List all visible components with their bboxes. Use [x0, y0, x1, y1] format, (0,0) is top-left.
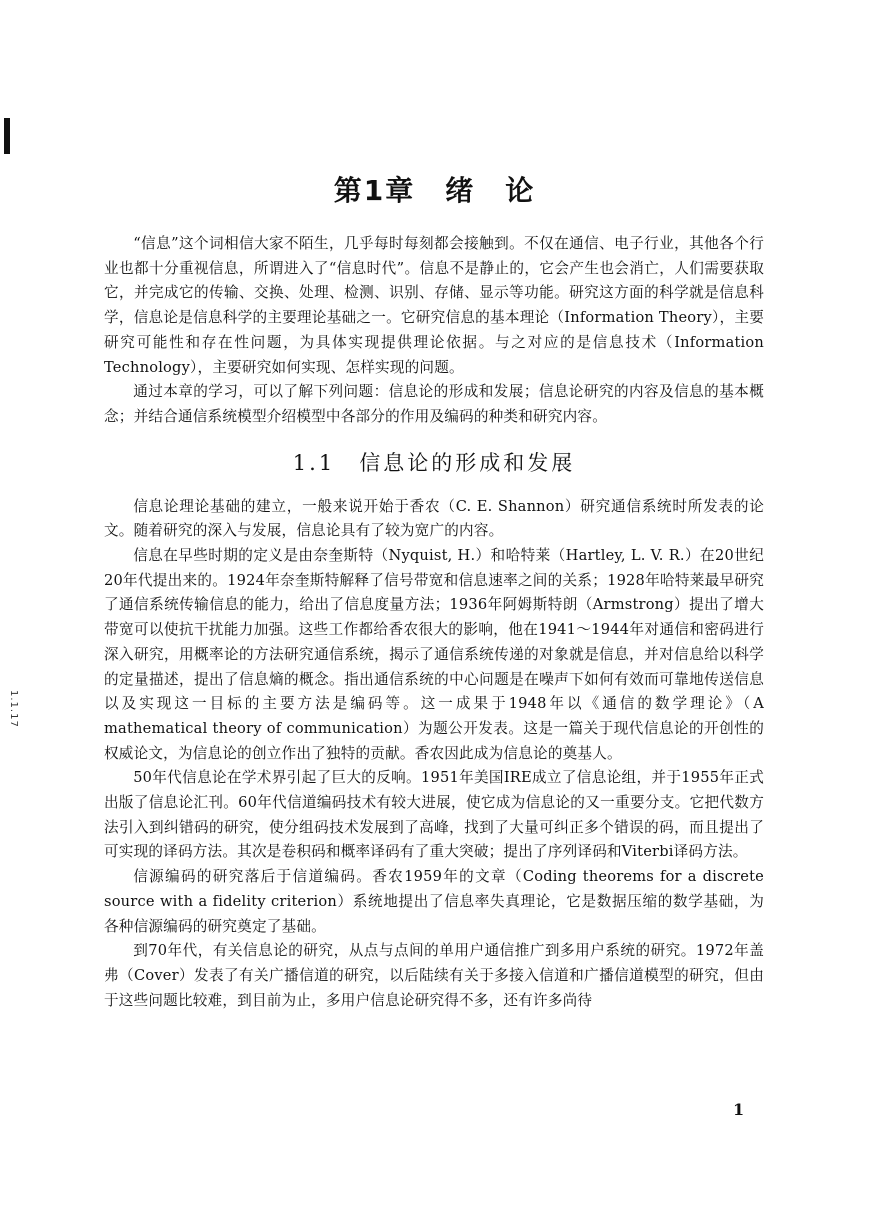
page-number: 1 — [733, 1100, 745, 1119]
section-title: 1.1 信息论的形成和发展 — [292, 450, 576, 475]
chapter-title: 第1章 绪 论 — [333, 173, 536, 207]
section-paragraph-4: 信源编码的研究落后于信道编码。香农1959年的文章（Coding theorems for a discrete source with a fidelity criterion）系统地提出了信息率失真理论，它是数据压缩的数学基础，为各种信源编码的研究奠定了基础。 — [104, 868, 764, 935]
section-paragraph-2: 信息在早些时期的定义是由奈奎斯特（Nyquist, H.）和哈特莱（Hartley, L. V. R.）在20世纪20年代提出来的。1924年奈奎斯特解释了信号带宽和信息速率之间的关系；1928年哈特莱最早研究了通信系统传输信息的能力，给出了信息度量方法；1936年阿姆斯特朗（Armstrong）提出了增大带宽可以使抗干扰能力加强。这些工作都给香农很大的影响，他在1941～1944年对通信和密码进行深入研究，用概率论的方法研究通信系统，揭示了通信系统传递的对象就是信息，并对信息给以科学的定量描述，提出了信息熵的概念。指出通信系统的中心问题是在噪声下如何有效而可靠地传送信息以及实现这一目标的主要方法是编码等。这一成果于1948年以《通信的数学理论》（A mathematical theory of communication）为题公开发表。这是一篇关于现代信息论的开创性的权威论文，为信息论的创立作出了独特的贡献。香农因此成为信息论的奠基人。 — [104, 547, 764, 762]
section-paragraph-5: 到70年代，有关信息论的研究，从点与点间的单用户通信推广到多用户系统的研究。1972年盖弗（Cover）发表了有关广播信道的研究，以后陆续有关于多接入信道和广播信道模型的研究，但由于这些问题比较难，到目前为止，多用户信息论研究得不多，还有许多尚待 — [104, 942, 764, 1009]
intro-paragraph-2: 通过本章的学习，可以了解下列问题：信息论的形成和发展；信息论研究的内容及信息的基本概念；并结合通信系统模型介绍模型中各部分的作用及编码的种类和研究内容。 — [104, 383, 764, 425]
margin-note: 1.1.17 — [8, 690, 19, 728]
scan-edge-mark — [4, 118, 10, 154]
section-paragraph-1: 信息论理论基础的建立，一般来说开始于香农（C. E. Shannon）研究通信系统时所发表的论文。随着研究的深入与发展，信息论具有了较为宽广的内容。 — [104, 497, 764, 540]
intro-paragraph-1: “信息”这个词相信大家不陌生，几乎每时每刻都会接触到。不仅在通信、电子行业，其他各个行业也都十分重视信息，所谓进入了“信息时代”。信息不是静止的，它会产生也会消亡，人们需要获取它，并完成它的传输、交换、处理、检测、识别、存储、显示等功能。研究这方面的科学就是信息科学，信息论是信息科学的主要理论基础之一。它研究信息的基本理论（Information Theory），主要研究可能性和存在性问题，为具体实现提供理论依据。与之对应的是信息技术（Information Technology），主要研究如何实现、怎样实现的问题。 — [104, 235, 764, 376]
page-body — [104, 232, 764, 1013]
section-paragraph-3: 50年代信息论在学术界引起了巨大的反响。1951年美国IRE成立了信息论组，并于1955年正式出版了信息论汇刊。60年代信道编码技术有较大进展，使它成为信息论的又一重要分支。它把代数方法引入到纠错码的研究，使分组码技术发展到了高峰，找到了大量可纠正多个错误的码，而且提出了可实现的译码方法。其次是卷积码和概率译码有了重大突破；提出了序列译码和Viterbi译码方法。 — [104, 769, 764, 861]
